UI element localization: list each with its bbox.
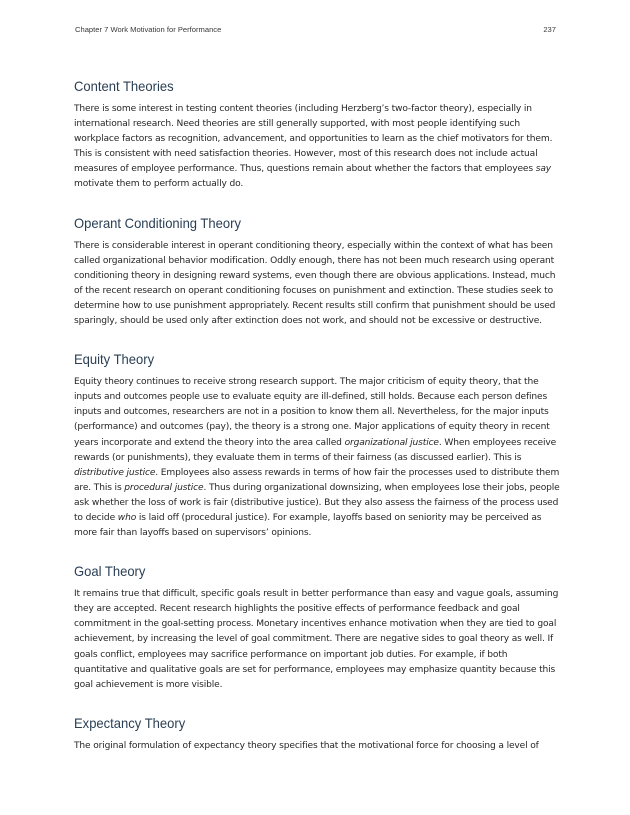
section-paragraph: Equity theory continues to receive strong research support. The major criticism of equity theory, that the inputs and outcomes people use to evaluate equity are ill-defined, still holds. Because each person defines inputs and outcomes, researchers are not in a position to know them all. Nevertheless, for the major inputs (performance) and outcomes (pay), the theory is a strong one. Major applications of equity theory in recent years incorporate and extend the theory into the area called organizational justice. When employees receive rewards (or punishments), they evaluate them in terms of their fairness (as discussed earlier). This is distributive justice. Employees also assess rewards in terms of how fair the processes used to distribute them are. This is procedural justice. Thus during organizational downsizing, when employees lose their jobs, people ask whether the loss of work is fair (distributive justice). But they also assess the fairness of the process used to decide who is laid off (procedural justice). For example, layoffs based on seniority may be perceived as more fair than layoffs based on supervisors’ opinions. bbox=[74, 377, 560, 539]
section-expectancy-theory bbox=[74, 715, 560, 754]
section-paragraph: There is considerable interest in operant conditioning theory, especially within the context of what has been called organizational behavior modification. Oddly enough, there has not been much research using operant conditioning theory in designing reward systems, even though there are obvious applications. Instead, much of the recent research on operant conditioning focuses on punishment and extinction. These studies seek to determine how to use punishment appropriately. Recent results still confirm that punishment should be used sparingly, should be used only after extinction does not work, and should not be excessive or destructive. bbox=[74, 240, 556, 327]
section-paragraph: There is some interest in testing content theories (including Herzberg’s two-factor theory), especially in international research. Need theories are still generally supported, with most people identifying such workplace factors as recognition, advancement, and opportunities to learn as the chief motivators for them. This is consistent with need satisfaction theories. However, most of this research does not include actual measures of employee performance. Thus, questions remain about whether the factors that employees say motivate them to perform actually do. bbox=[74, 104, 553, 190]
main-content bbox=[74, 78, 560, 776]
section-operant-conditioning bbox=[74, 215, 560, 330]
page-number: 237 bbox=[543, 25, 556, 34]
chapter-title: Chapter 7 Work Motivation for Performance bbox=[75, 25, 222, 34]
section-heading: Equity Theory bbox=[74, 351, 155, 368]
section-heading: Expectancy Theory bbox=[74, 714, 186, 731]
section-heading: Content Theories bbox=[74, 78, 174, 94]
section-paragraph: It remains true that difficult, specific goals result in better performance than easy and vague goals, assuming they are accepted. Recent research highlights the positive effects of performance feedback and goal commitment in the goal-setting process. Monetary incentives enhance motivation when they are tied to goal achievement, by increasing the level of goal commitment. There are negative sides to goal theory as well. If goals conflict, employees may sacrifice performance on important job duties. For example, if both quantitative and qualitative goals are set for performance, employees may emphasize quantity because this goal achievement is more visible. bbox=[74, 589, 559, 690]
section-heading: Operant Conditioning Theory bbox=[74, 214, 241, 231]
section-content-theories bbox=[74, 78, 560, 193]
section-paragraph: The original formulation of expectancy theory specifies that the motivational force for choosing a level of bbox=[74, 740, 539, 751]
section-goal-theory bbox=[74, 563, 560, 693]
section-heading: Goal Theory bbox=[74, 563, 146, 580]
section-equity-theory bbox=[74, 351, 560, 541]
